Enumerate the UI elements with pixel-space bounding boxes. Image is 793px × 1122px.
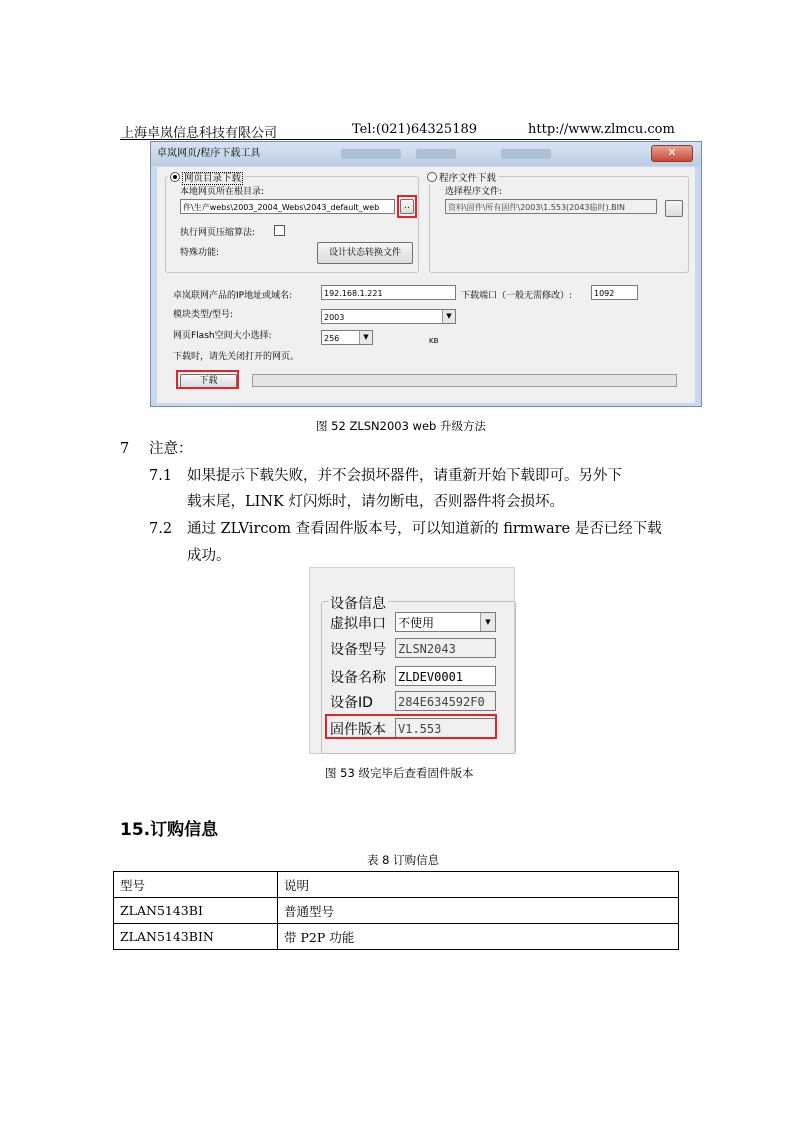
virtual-port-value: 不使用 (398, 616, 435, 630)
description-cell: 带 P2P 功能 (278, 924, 679, 950)
firmware-version-label: 固件版本 (330, 722, 386, 738)
header-url: http://www.zlmcu.com (528, 122, 675, 137)
web-download-label: 网页目录下载 (184, 173, 242, 184)
header-company: 上海卓岚信息科技有限公司 (121, 126, 278, 141)
download-warning: 下载时，请先关闭打开的网页。 (173, 352, 300, 362)
notes-heading: 注意： (149, 441, 193, 457)
table-header-row (114, 872, 679, 898)
browse-dir-button[interactable]: .. (400, 199, 414, 214)
table-row (114, 924, 679, 950)
program-file-input[interactable]: 资料\固件\所有固件\2003\1.553(2043临时).BIN (445, 199, 657, 214)
blurred-title-text (341, 149, 401, 159)
virtual-port-label: 虚拟串口 (330, 616, 386, 632)
ip-input[interactable]: 192.168.1.221 (321, 285, 456, 300)
order-table (113, 871, 679, 950)
web-download-radio[interactable] (168, 170, 245, 184)
device-name-field[interactable]: ZLDEV0001 (395, 666, 496, 686)
note-1-number: 7.1 (149, 468, 173, 484)
section-title: 15.订购信息 (120, 820, 219, 840)
blurred-title-text (501, 149, 551, 159)
description-cell: 普通型号 (278, 898, 679, 924)
column-header-model: 型号 (114, 872, 278, 898)
radio-icon (427, 172, 437, 182)
program-download-label: 程序文件下载 (439, 173, 497, 184)
compress-checkbox[interactable] (274, 225, 285, 236)
device-id-label: 设备ID (330, 695, 373, 711)
module-select[interactable] (321, 309, 456, 324)
model-cell: ZLAN5143BI (114, 898, 278, 924)
close-button[interactable]: ✕ (651, 145, 693, 162)
model-cell: ZLAN5143BIN (114, 924, 278, 950)
program-download-radio[interactable] (425, 170, 498, 184)
window-titlebar (151, 142, 701, 166)
highlight-box (325, 714, 497, 739)
note-2-line-1: 通过 ZLVircom 查看固件版本号，可以知道新的 firmware 是否已经下载 (187, 521, 662, 537)
dir-input[interactable]: 件\生产webs\2003_2004_Webs\2043_default_web (180, 199, 395, 214)
download-progress-bar (252, 374, 677, 387)
device-info-legend: 设备信息 (328, 593, 388, 613)
compress-label: 执行网页压缩算法: (180, 228, 256, 238)
port-label: 下载端口（一般无需修改）: (461, 291, 573, 301)
table-caption: 表 8 订购信息 (367, 853, 440, 867)
header-tel: Tel:(021)64325189 (352, 122, 478, 137)
module-value: 2003 (324, 313, 345, 322)
browse-program-button[interactable] (665, 200, 683, 217)
highlight-box (397, 195, 417, 218)
device-info-panel (309, 567, 515, 754)
note-1-line-1: 如果提示下载失败，并不会损坏器件，请重新开始下载即可。另外下 (187, 468, 622, 484)
module-label: 模块类型/型号: (173, 310, 234, 320)
figure52-caption: 图 52 ZLSN2003 web 升级方法 (316, 419, 486, 433)
window-body (157, 167, 695, 403)
dir-label: 本地网页所在根目录: (180, 187, 265, 197)
special-label: 特殊功能: (180, 248, 220, 258)
table-row (114, 898, 679, 924)
note-2-line-2: 成功。 (187, 548, 231, 564)
firmware-version-field[interactable]: V1.553 (395, 718, 496, 738)
header-rule (120, 139, 660, 140)
design-state-button[interactable]: 设计状态转换文件 (317, 242, 413, 264)
note-2-number: 7.2 (149, 521, 173, 537)
device-model-label: 设备型号 (330, 642, 386, 658)
dropdown-arrow-icon: ▼ (359, 331, 372, 344)
column-header-description: 说明 (278, 872, 679, 898)
ip-label: 卓岚联网产品的IP地址或域名: (173, 291, 293, 301)
radio-icon (170, 172, 180, 182)
note-1-line-2: 载末尾，LINK 灯闪烁时，请勿断电，否则器件将会损坏。 (187, 494, 564, 510)
highlight-box (176, 370, 239, 389)
flash-label: 网页Flash空间大小选择: (173, 331, 272, 341)
download-tool-window (150, 141, 702, 407)
dropdown-arrow-icon: ▼ (480, 613, 495, 631)
virtual-port-select[interactable] (395, 612, 496, 632)
window-title: 卓岚网页/程序下载工具 (157, 148, 261, 159)
device-name-label: 设备名称 (330, 670, 386, 686)
port-input[interactable]: 1092 (591, 285, 638, 300)
figure53-caption: 图 53 级完毕后查看固件版本 (325, 766, 474, 780)
device-model-field[interactable]: ZLSN2043 (395, 638, 496, 658)
flash-unit: KB (429, 337, 439, 345)
download-button[interactable]: 下载 (180, 374, 237, 388)
flash-select[interactable] (321, 330, 373, 345)
device-id-field[interactable]: 284E634592F0 (395, 691, 496, 711)
program-file-label: 选择程序文件: (445, 187, 503, 197)
flash-value: 256 (324, 334, 340, 343)
notes-heading-number: 7 (120, 441, 130, 457)
dropdown-arrow-icon: ▼ (442, 310, 455, 323)
blurred-title-text (416, 149, 456, 159)
